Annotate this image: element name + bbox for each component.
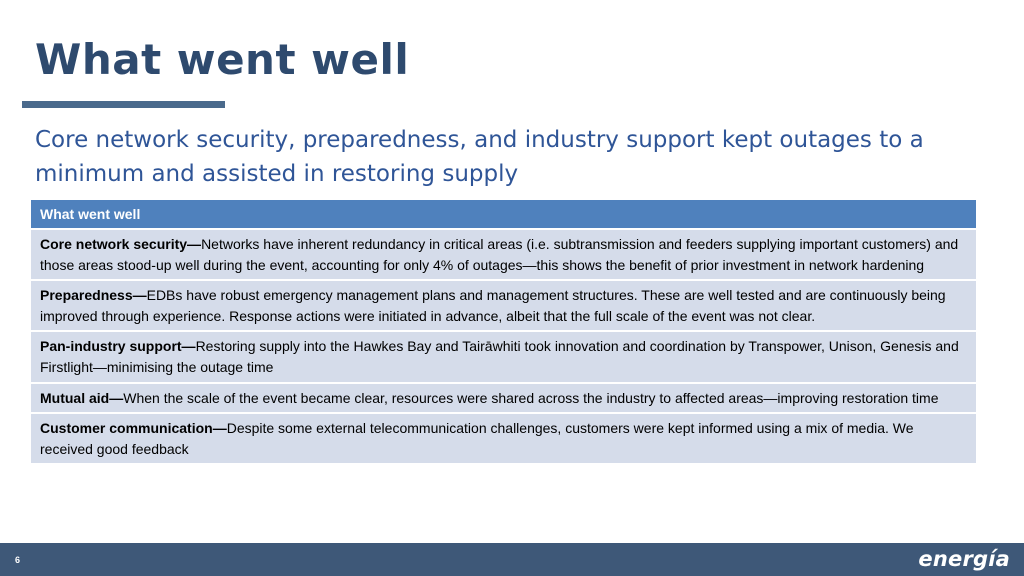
row-lead: Customer communication— <box>40 420 227 437</box>
what-went-well-table <box>31 200 976 463</box>
row-lead: Preparedness— <box>40 287 147 304</box>
row-lead: Mutual aid— <box>40 389 124 406</box>
row-lead: Core network security— <box>40 236 202 252</box>
table-row <box>31 382 976 413</box>
table-row <box>31 228 976 279</box>
slide-subtitle: Core network security, preparedness, and industry support kept outages to a minimum and assisted in restoring supply <box>35 127 924 187</box>
row-text: Networks have inherent redundancy in critical areas (i.e. subtransmission and feeders supplying important customers) and those areas stood-up well during the event, accounting for only 4% of outages—this shows the benefit of prior investment in network hardening <box>40 236 959 273</box>
slide-title: What went well <box>35 35 410 84</box>
row-text: Restoring supply into the Hawkes Bay and Tairāwhiti took innovation and coordination by Transpower, Unison, Genesis and Firstlight—minimising the outage time <box>40 338 959 375</box>
row-lead: Pan-industry support— <box>40 338 196 355</box>
table-row <box>31 330 976 381</box>
table-row <box>31 279 976 330</box>
title-underline <box>22 101 225 108</box>
page-number: 6 <box>15 555 21 565</box>
table-row <box>31 412 976 463</box>
row-text: EDBs have robust emergency management plans and management structures. These are well tested and are continuously being improved through experience. Response actions were initiated in advance, albeit that the full scale of the event was not clear. <box>40 287 946 324</box>
row-text: Despite some external telecommunication challenges, customers were kept informed using a mix of media. We received good feedback <box>40 420 914 457</box>
energia-logo: energía <box>918 547 1010 571</box>
table-header: What went well <box>31 200 976 228</box>
footer-bar <box>0 543 1024 576</box>
row-text: When the scale of the event became clear, resources were shared across the industry to affected areas—improving restoration time <box>123 389 939 406</box>
